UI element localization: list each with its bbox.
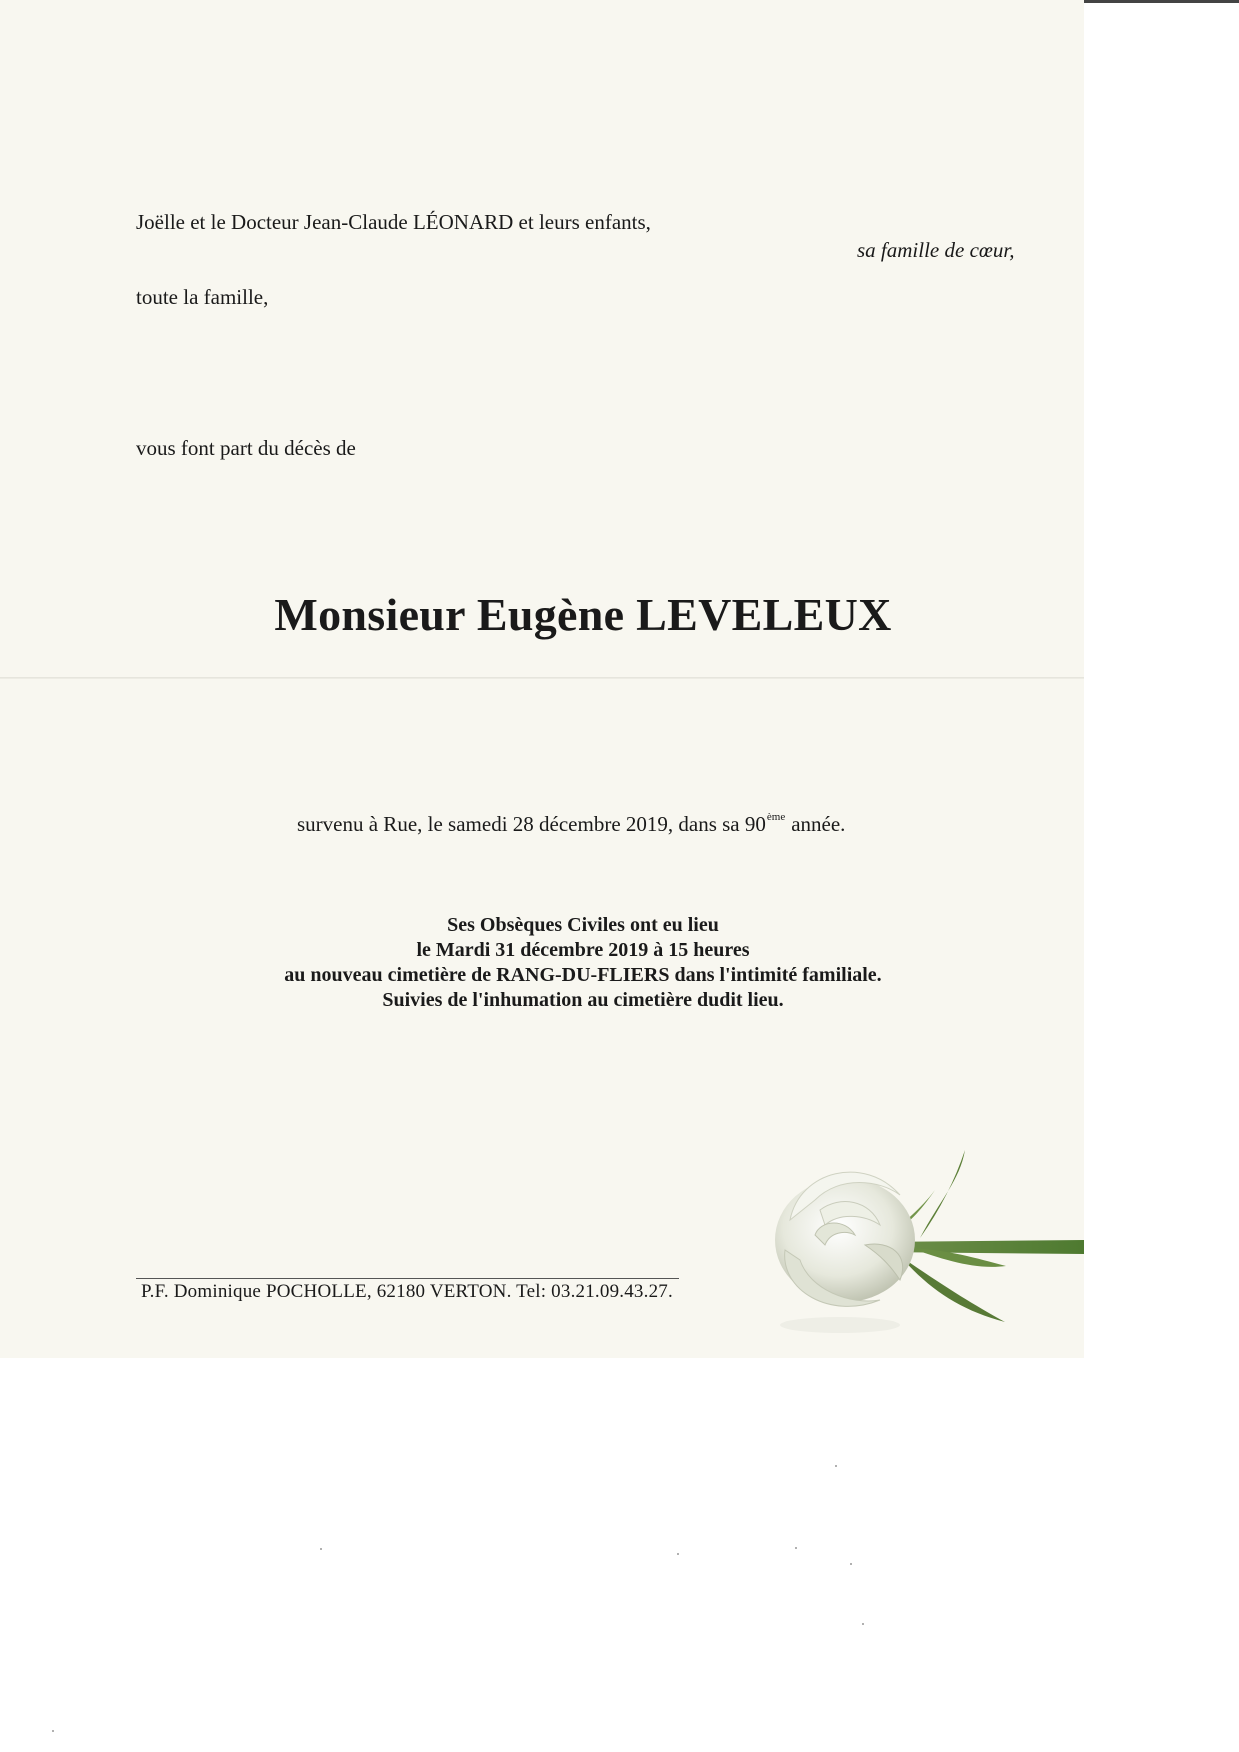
family-of-heart-text: sa famille de cœur, xyxy=(857,238,1015,262)
deceased-name: Monsieur Eugène LEVELEUX xyxy=(274,589,892,640)
funeral-line-3: au nouveau cimetière de RANG-DU-FLIERS dans l'intimité familiale. xyxy=(284,964,882,986)
funeral-line-4: Suivies de l'inhumation au cimetière dudit lieu. xyxy=(382,989,784,1011)
scan-speck xyxy=(320,1548,322,1550)
funeral-line-2: le Mardi 31 décembre 2019 à 15 heures xyxy=(416,939,750,961)
intro-line-whole-family: toute la famille, xyxy=(136,285,269,309)
intro-line-announce: vous font part du décès de xyxy=(136,436,356,460)
fold-line xyxy=(0,677,1084,679)
death-notice-superscript: ème xyxy=(766,811,786,823)
funeral-home-contact: P.F. Dominique POCHOLLE, 62180 VERTON. Tel: 03.21.09.43.27. xyxy=(141,1281,673,1302)
white-rose-icon xyxy=(770,1140,1084,1358)
scan-edge-line xyxy=(1084,0,1239,3)
intro-line-family: Joëlle et le Docteur Jean-Claude LÉONARD et leurs enfants, xyxy=(136,210,651,234)
death-notice-end: année. xyxy=(791,812,846,836)
footer-divider xyxy=(136,1278,679,1279)
scan-speck xyxy=(835,1465,837,1467)
death-notice-text: survenu à Rue, le samedi 28 décembre 2019, dans sa 90 xyxy=(297,812,766,836)
funeral-line-1: Ses Obsèques Civiles ont eu lieu xyxy=(447,914,719,936)
scan-speck xyxy=(795,1547,797,1549)
scan-speck xyxy=(850,1563,852,1565)
scan-speck xyxy=(862,1623,864,1625)
scan-speck xyxy=(677,1553,679,1555)
scan-speck xyxy=(52,1730,54,1732)
funeral-details xyxy=(0,913,1166,1013)
death-notice xyxy=(297,811,845,837)
